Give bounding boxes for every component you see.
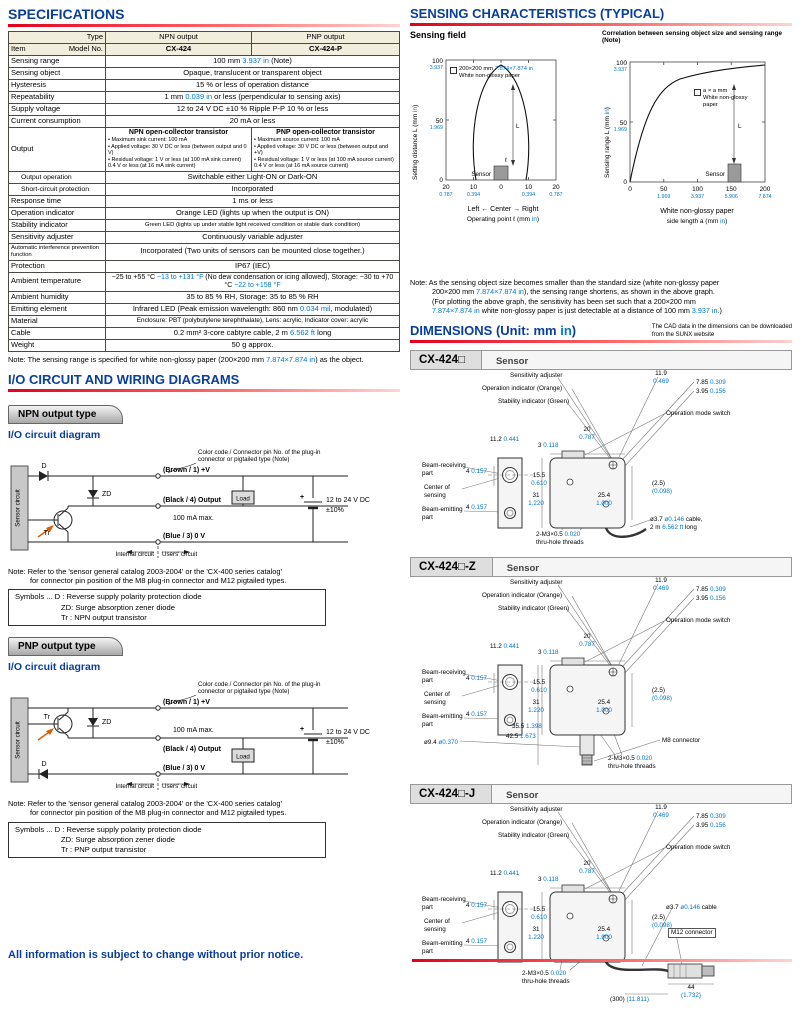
label-stability-indicator: Stability indicator (Green) [498, 832, 570, 840]
x-tick-in: 5.906 [724, 194, 738, 200]
pnp-output-detail: • Residual voltage: 1 V or less (at 100 mA source current) 0.4 V or less (at 16 mA source current) [254, 156, 394, 170]
dim-11-9: 11.9 0.469 [653, 577, 669, 592]
sensing-field-chart [410, 30, 596, 276]
red-rule [8, 24, 400, 27]
paper-icon [450, 67, 457, 74]
y-tick-in: 3.937 [429, 65, 443, 71]
sensor-label: Sensor [705, 171, 725, 178]
dimension-header-cx424-j [410, 784, 792, 804]
sensor-label: Sensor [471, 171, 491, 178]
x-tick: 10 [524, 184, 533, 191]
paper-annotation [694, 88, 761, 109]
y-tick: 100 [616, 60, 627, 67]
left-column [8, 6, 400, 860]
label-operation-mode-switch: Operation mode switch [666, 410, 731, 418]
dim-3: 3 0.118 [538, 876, 559, 884]
spec-value: IP67 (IEC) [106, 260, 400, 272]
npn-output-detail: • Applied voltage: 30 V DC or less (between output and 0 V) [108, 143, 247, 157]
y-tick-in: 3.937 [613, 67, 627, 73]
dim-15-5: 15.5 0.610 [531, 679, 547, 694]
dimension-drawing-cx424-j [410, 804, 792, 1009]
users-circuit-label: Users' circuit [162, 550, 198, 558]
chart-title: Correlation between sensing object size and sensing range (Note) [602, 30, 783, 45]
annotation-line: a × a mm [703, 88, 728, 94]
spec-value: Infrared LED (Peak emission wavelength: 860 nm 0.034 mil, modulated) [106, 303, 400, 315]
label-operation-mode-switch: Operation mode switch [666, 617, 731, 625]
dim-20: 20 0.787 [579, 633, 595, 648]
dim-4-lower: 4 0.157 [466, 938, 488, 946]
dim-3-95: 3.95 0.156 [696, 388, 726, 396]
zener-label: ZD [102, 490, 112, 498]
y-axis-label: Sensing range L (mm in) [604, 107, 611, 178]
sensor-circuit-label: Sensor circuit [14, 721, 22, 759]
label-center-of-sensing: Center of sensing [424, 484, 450, 499]
x-tick-in: 0.787 [549, 192, 563, 198]
dim-3: 3 0.118 [538, 442, 559, 450]
dim-25-4: 25.4 1.000 [596, 492, 612, 507]
spec-value: Switchable either Light-ON or Dark-ON [106, 172, 400, 184]
x-tick: 20 [442, 184, 450, 191]
spec-label: Emitting element [9, 303, 106, 315]
spec-label: Sensing range [9, 56, 106, 68]
dim-3-95: 3.95 0.156 [696, 595, 726, 603]
label-beam-emitting-part: Beam-emitting part [422, 713, 463, 728]
spec-label: Protection [9, 260, 106, 272]
dimension-drawing-cx424-z [410, 577, 792, 777]
internal-circuit-label: Internal circuit [115, 783, 154, 791]
supply-tolerance-label: ±10% [326, 739, 344, 747]
dim-300: (300) (11.811) [610, 996, 649, 1004]
spec-label: Hysteresis [9, 80, 106, 92]
spec-note: Note: The sensing range is specified for white non-glossy paper (200×200 mm 7.874×7.874 in) as the object. [8, 354, 364, 364]
label-cable-j: ø3.7 ø0.146 cable [666, 904, 717, 912]
dim-4-lower: 4 0.157 [466, 504, 488, 512]
color-code-note: connector or pigtailed type (Note) [198, 455, 290, 463]
pnp-output-title: PNP open-collector transistor [276, 129, 375, 136]
label-sensitivity-adjuster: Sensitivity adjuster [510, 579, 563, 587]
label-center-of-sensing: Center of sensing [424, 918, 450, 933]
spec-value: 35 to 85 % RH, Storage: 35 to 85 % RH [106, 291, 400, 303]
blue-wire-label: (Blue / 3) 0 V [163, 765, 206, 773]
dim-42-5: 42.5 1.673 [506, 733, 536, 741]
spec-value: 12 to 24 V DC ±10 % Ripple P-P 10 % or less [106, 104, 400, 116]
npn-output-title: NPN open-collector transistor [128, 129, 229, 136]
color-code-note: Color code / Connector pin No. of the plug-in [198, 448, 321, 456]
y-axis-label: Setting distance L (mm in) [412, 104, 419, 180]
label-center-of-sensing: Center of sensing [424, 691, 450, 706]
zener-label: ZD [102, 719, 112, 727]
pnp-circuit-wiring [11, 695, 348, 790]
label-beam-receiving-part: Beam-receiving part [422, 462, 466, 477]
dim-2-5: (2.5) (0.098) [652, 687, 672, 702]
footer-notice: All information is subject to change without prior notice. [8, 949, 304, 961]
ell-label: ℓ [505, 157, 508, 164]
dim-11-9: 11.9 0.469 [653, 804, 669, 819]
label-operation-indicator: Operation indicator (Orange) [482, 385, 563, 393]
spec-label: Supply voltage [9, 104, 106, 116]
annotation-line: 200×200 mm 7.874×7.874 in [459, 66, 534, 72]
spec-label: Sensitivity adjuster [9, 232, 106, 244]
note-line: (For plotting the above graph, the sensitivity has been set such that a 200×200 mm [432, 296, 696, 306]
npn-connector-note [8, 567, 400, 586]
label-beam-emitting-part: Beam-emitting part [422, 506, 463, 521]
symbols-line: Tr : PNP output transistor [61, 845, 147, 855]
spec-label: Short-circuit protection [9, 184, 106, 196]
correlation-chart [602, 30, 792, 276]
spec-value: 50 g approx. [106, 339, 400, 351]
x-tick: 150 [725, 186, 737, 193]
dim-3-95: 3.95 0.156 [696, 822, 726, 830]
dim-4-upper: 4 0.157 [466, 902, 488, 910]
dimension-drawing-cx424 [410, 370, 792, 550]
symbols-line: ZD: Surge absorption zener diode [61, 602, 175, 612]
pnp-symbols-box [8, 822, 326, 859]
spec-model-npn: CX-424 [106, 44, 252, 56]
x-tick: 20 [552, 184, 560, 191]
label-thru-hole-threads: 2-M3×0.5 0.020 thru-hole threads [608, 755, 656, 770]
battery-plus-label: + [300, 493, 305, 501]
note-line: Note: Refer to the 'sensor general catalog 2003-2004' or the 'CX-400 series catalog' [8, 799, 282, 809]
spec-label: Operation indicator [9, 208, 106, 220]
label-beam-emitting-part: Beam-emitting part [422, 940, 463, 955]
spec-label: Weight [9, 339, 106, 351]
paper-annotation [450, 66, 533, 80]
symbols-line: Symbols ... D : Reverse supply polarity protection diode [15, 824, 202, 834]
sensor-views [488, 451, 646, 537]
users-circuit-label: Users' circuit [162, 783, 198, 791]
L-label: L [516, 123, 520, 130]
annotation-line: White non-glossy paper [703, 94, 748, 108]
blue-wire-label: (Blue / 3) 0 V [163, 532, 206, 540]
dim-15-5: 15.5 0.610 [531, 906, 547, 921]
label-thru-hole-threads: 2-M3×0.5 0.020 thru-hole threads [522, 970, 570, 985]
sensing-note [410, 278, 792, 315]
spec-label: Cable [9, 327, 106, 339]
x-axis-label-2: side length a (mm in) [666, 218, 728, 225]
y-tick: 50 [435, 118, 443, 125]
supply-voltage-label: 12 to 24 V DC [326, 729, 370, 737]
spec-label: Output operation [9, 172, 106, 184]
model-name: CX-424□ [411, 351, 482, 369]
correlation-plot [602, 50, 792, 202]
diode-label: D [41, 462, 47, 470]
spec-value: Enclosure: PBT (polybutylene terephthalate), Lens: acrylic, Indicator cover: acrylic [106, 315, 400, 327]
x-axis-label-1: White non-glossy paper [660, 208, 734, 215]
red-rule [410, 340, 792, 343]
spec-label: Response time [9, 196, 106, 208]
y-tick-in: 1.969 [613, 127, 627, 133]
npn-circuit-diagram [8, 442, 400, 564]
dim-3: 3 0.118 [538, 649, 559, 657]
label-m12-connector: M12 connector [668, 928, 716, 937]
x-tick: 200 [759, 186, 771, 193]
spec-header-item: Item [11, 44, 26, 54]
paper-icon [694, 89, 701, 96]
spec-label: Automatic interference prevention function [9, 244, 106, 261]
label-operation-mode-switch: Operation mode switch [666, 844, 731, 852]
y-tick: 100 [432, 58, 443, 65]
model-name: CX-424□-J [411, 785, 492, 803]
spec-label-output: Output [9, 128, 106, 172]
dim-44: 44 (1.732) [681, 984, 701, 999]
dim-7-85: 7.85 0.309 [696, 586, 726, 594]
spec-value: 100 mm 3.937 in (Note) [106, 56, 400, 68]
spec-label: Ambient humidity [9, 291, 106, 303]
y-tick: 0 [439, 177, 443, 184]
symbols-line: ZD: Surge absorption zener diode [61, 834, 175, 844]
label-sensitivity-adjuster: Sensitivity adjuster [510, 372, 563, 380]
y-tick: 50 [619, 120, 627, 127]
dimension-header-cx424 [410, 350, 792, 370]
annotation-line: White non-glossy paper [459, 72, 520, 79]
dim-35-5: 35.5 1.398 [512, 723, 542, 731]
x-tick: 0 [628, 186, 632, 193]
label-m8-connector: M8 connector [662, 737, 701, 745]
spec-value: 15 % or less of operation distance [106, 80, 400, 92]
symbols-line: Tr : NPN output transistor [61, 612, 147, 622]
brown-wire-label: (Brown / 1) +V [163, 699, 210, 707]
npn-output-detail: • Maximum sink current: 100 mA [108, 137, 188, 144]
dim-11-2: 11.2 0.441 [490, 870, 520, 878]
spec-header-model: Model No. [68, 44, 103, 54]
diode-label: D [41, 761, 47, 769]
dim-4-lower: 4 0.157 [466, 711, 488, 719]
pnp-io-circuit-diagram-label: I/O circuit diagram [8, 661, 101, 674]
right-column [410, 6, 792, 1009]
specifications-title: SPECIFICATIONS [8, 6, 125, 22]
x-tick: 0 [499, 184, 503, 191]
spec-label: Ambient temperature [9, 272, 106, 291]
label-cable: ø3.7 ø0.146 cable, 2 m 6.562 ft long [650, 516, 703, 531]
spec-value: 1 mm 0.039 in or less (perpendicular to sensing axis) [106, 92, 400, 104]
sensor-outline-drawing [410, 370, 792, 550]
current-max-label: 100 mA max. [173, 727, 214, 735]
x-tick: 100 [692, 186, 703, 193]
x-tick: 10 [469, 184, 478, 191]
spec-label: Repeatability [9, 92, 106, 104]
dim-15-5: 15.5 0.610 [531, 472, 547, 487]
x-tick-in: 3.937 [690, 194, 705, 200]
dimension-header-cx424-z [410, 557, 792, 577]
cad-note [652, 324, 792, 339]
sensor-glyph [494, 84, 515, 180]
charts-row [410, 30, 792, 278]
label-beam-receiving-part: Beam-receiving part [422, 669, 466, 684]
black-wire-label: (Black / 4) Output [163, 496, 221, 504]
dim-11-2: 11.2 0.441 [490, 643, 520, 651]
note-line: Note: Refer to the 'sensor general catalog 2003-2004' or the 'CX-400 series catalog' [8, 566, 282, 576]
L-label: L [738, 123, 742, 130]
label-sensitivity-adjuster: Sensitivity adjuster [510, 806, 563, 814]
symbols-line: Symbols ... D : Reverse supply polarity protection diode [15, 592, 202, 602]
dim-7-85: 7.85 0.309 [696, 379, 726, 387]
spec-value: 0.2 mm² 3-core cabtyre cable, 2 m 6.562 ft long [106, 327, 400, 339]
specifications-table [8, 31, 400, 352]
sensor-circuit-label: Sensor circuit [14, 489, 22, 527]
note-line: for connector pin position of the M8 plug-in connector and M12 pigtailed types. [30, 576, 287, 586]
chart-title: Sensing field [410, 30, 467, 40]
model-type: Sensor [506, 790, 539, 802]
spec-header-item-model [9, 44, 106, 56]
x-tick-in: 0.394 [466, 192, 481, 198]
x-tick-in: 0.394 [521, 192, 536, 198]
x-tick-in: 1.969 [657, 194, 671, 200]
spec-value: −25 to +55 °C −13 to +131 °F (No dew condensation or icing allowed), Storage: −30 to +70 °C −22 to +158 °F [106, 272, 400, 291]
cad-note-line: The CAD data in the dimensions can be downloaded [651, 324, 792, 331]
transistor-label: Tr [43, 714, 50, 722]
spec-value: Green LED (lights up under stable light received condition or stable dark condition) [106, 220, 400, 232]
supply-voltage-label: 12 to 24 V DC [326, 496, 370, 504]
dim-7-85: 7.85 0.309 [696, 813, 726, 821]
spec-header-npn: NPN output [106, 32, 252, 44]
label-operation-indicator: Operation indicator (Orange) [482, 592, 563, 600]
sensing-range-curve [630, 65, 765, 182]
x-tick-in: 7.874 [758, 194, 772, 200]
brown-wire-label: (Brown / 1) +V [163, 466, 210, 474]
cad-note-line: from the SUNX website [651, 331, 715, 338]
io-title: I/O CIRCUIT AND WIRING DIAGRAMS [8, 371, 240, 387]
pnp-output-detail: • Maximum source current: 100 mA [254, 137, 340, 144]
x-tick-in: 0.787 [439, 192, 453, 198]
dim-11-2: 11.2 0.441 [490, 436, 520, 444]
color-code-note: Color code / Connector pin No. of the plug-in [198, 681, 321, 689]
dim-31: 31 1.220 [528, 926, 544, 941]
dim-2-5: (2.5) (0.098) [652, 480, 672, 495]
dimensions-title: DIMENSIONS (Unit: mm in) [410, 323, 577, 339]
npn-io-circuit-diagram-label: I/O circuit diagram [8, 428, 101, 441]
load-label: Load [236, 753, 250, 761]
spec-value: 20 mA or less [106, 116, 400, 128]
label-stability-indicator: Stability indicator (Green) [498, 605, 570, 613]
spec-value: 1 ms or less [106, 196, 400, 208]
dim-4-upper: 4 0.157 [466, 468, 488, 476]
y-tick: 0 [623, 179, 627, 186]
spec-value: Incorporated [106, 184, 400, 196]
pnp-circuit-diagram [8, 674, 400, 796]
spec-output-pnp [252, 128, 400, 172]
spec-output-npn [106, 128, 252, 172]
spec-label: Sensing object [9, 68, 106, 80]
supply-tolerance-label: ±10% [326, 506, 344, 514]
npn-symbols-box [8, 589, 326, 626]
x-tick: 50 [660, 186, 668, 193]
sensing-field-curve [473, 65, 528, 180]
note-line: Note: As the sensing object size becomes smaller than the standard size (white non-glossy paper [410, 278, 720, 287]
current-max-label: 100 mA max. [173, 514, 214, 522]
spec-header-pnp: PNP output [252, 32, 400, 44]
x-axis-label-1: Left ← Center → Right [467, 206, 539, 213]
dim-9-4: ø9.4 ø0.370 [424, 739, 458, 747]
dim-25-4: 25.4 1.000 [596, 926, 612, 941]
dim-20: 20 0.787 [579, 860, 595, 875]
note-line: for connector pin position of the M8 plug-in connector and M12 pigtailed types. [30, 808, 287, 818]
note-line: 200×200 mm 7.874×7.874 in), the sensing range shortens, as shown in the above graph. [432, 287, 715, 297]
spec-label: Material [9, 315, 106, 327]
spec-label: Stability indicator [9, 220, 106, 232]
sensing-characteristics-title: SENSING CHARACTERISTICS (TYPICAL) [410, 6, 665, 21]
dim-20: 20 0.787 [579, 426, 595, 441]
pnp-connector-note [8, 799, 400, 818]
internal-circuit-label: Internal circuit [115, 550, 154, 558]
label-stability-indicator: Stability indicator (Green) [498, 398, 570, 406]
battery-plus-label: + [300, 726, 305, 734]
spec-value: Continuously variable adjuster [106, 232, 400, 244]
dim-25-4: 25.4 1.000 [596, 699, 612, 714]
transistor-label: Tr [43, 529, 50, 537]
npn-circuit-wiring [11, 463, 348, 558]
red-rule [410, 23, 792, 26]
dim-31: 31 1.220 [528, 699, 544, 714]
spec-value: Opaque, translucent or transparent object [106, 68, 400, 80]
dim-31: 31 1.220 [528, 492, 544, 507]
model-type: Sensor [495, 356, 529, 368]
pnp-output-detail: • Applied voltage: 30 V DC or less (between output and +V) [254, 143, 389, 157]
npn-output-type-tab: NPN output type [8, 405, 123, 424]
dimensions-section [410, 323, 792, 343]
spec-label: Current consumption [9, 116, 106, 128]
dim-4-upper: 4 0.157 [466, 675, 488, 683]
note-line: 7.874×7.874 in white non-glossy paper is just detectable at a distance of 100 mm 3.937 in.) [432, 306, 722, 316]
pnp-output-type-tab: PNP output type [8, 637, 123, 656]
dim-2-5: (2.5) (0.098) [652, 914, 672, 929]
spec-value: Incorporated (Two units of sensors can be mounted close together.) [106, 244, 400, 261]
model-type: Sensor [506, 563, 540, 575]
spec-header-type: Type [9, 32, 106, 44]
load-label: Load [236, 495, 250, 503]
axes [630, 62, 765, 182]
footer-red-rule [412, 959, 792, 962]
label-beam-receiving-part: Beam-receiving part [422, 896, 466, 911]
npn-output-detail: • Residual voltage: 1 V or less (at 100 mA sink current) 0.4 V or less (at 16 mA sink current) [108, 156, 242, 170]
y-tick-in: 1.969 [429, 125, 443, 131]
spec-value: Orange LED (lights up when the output is ON) [106, 208, 400, 220]
red-rule [8, 389, 400, 392]
color-code-note: connector or pigtailed type (Note) [198, 688, 290, 696]
label-operation-indicator: Operation indicator (Orange) [482, 819, 563, 827]
x-axis-label-2: Operating point ℓ (mm in) [466, 216, 540, 223]
label-thru-hole-threads: 2-M3×0.5 0.020 thru-hole threads [536, 531, 584, 546]
model-name: CX-424□-Z [411, 558, 493, 576]
dim-11-9: 11.9 0.469 [653, 370, 669, 385]
black-wire-label: (Black / 4) Output [163, 746, 221, 754]
spec-model-pnp: CX-424-P [252, 44, 400, 56]
